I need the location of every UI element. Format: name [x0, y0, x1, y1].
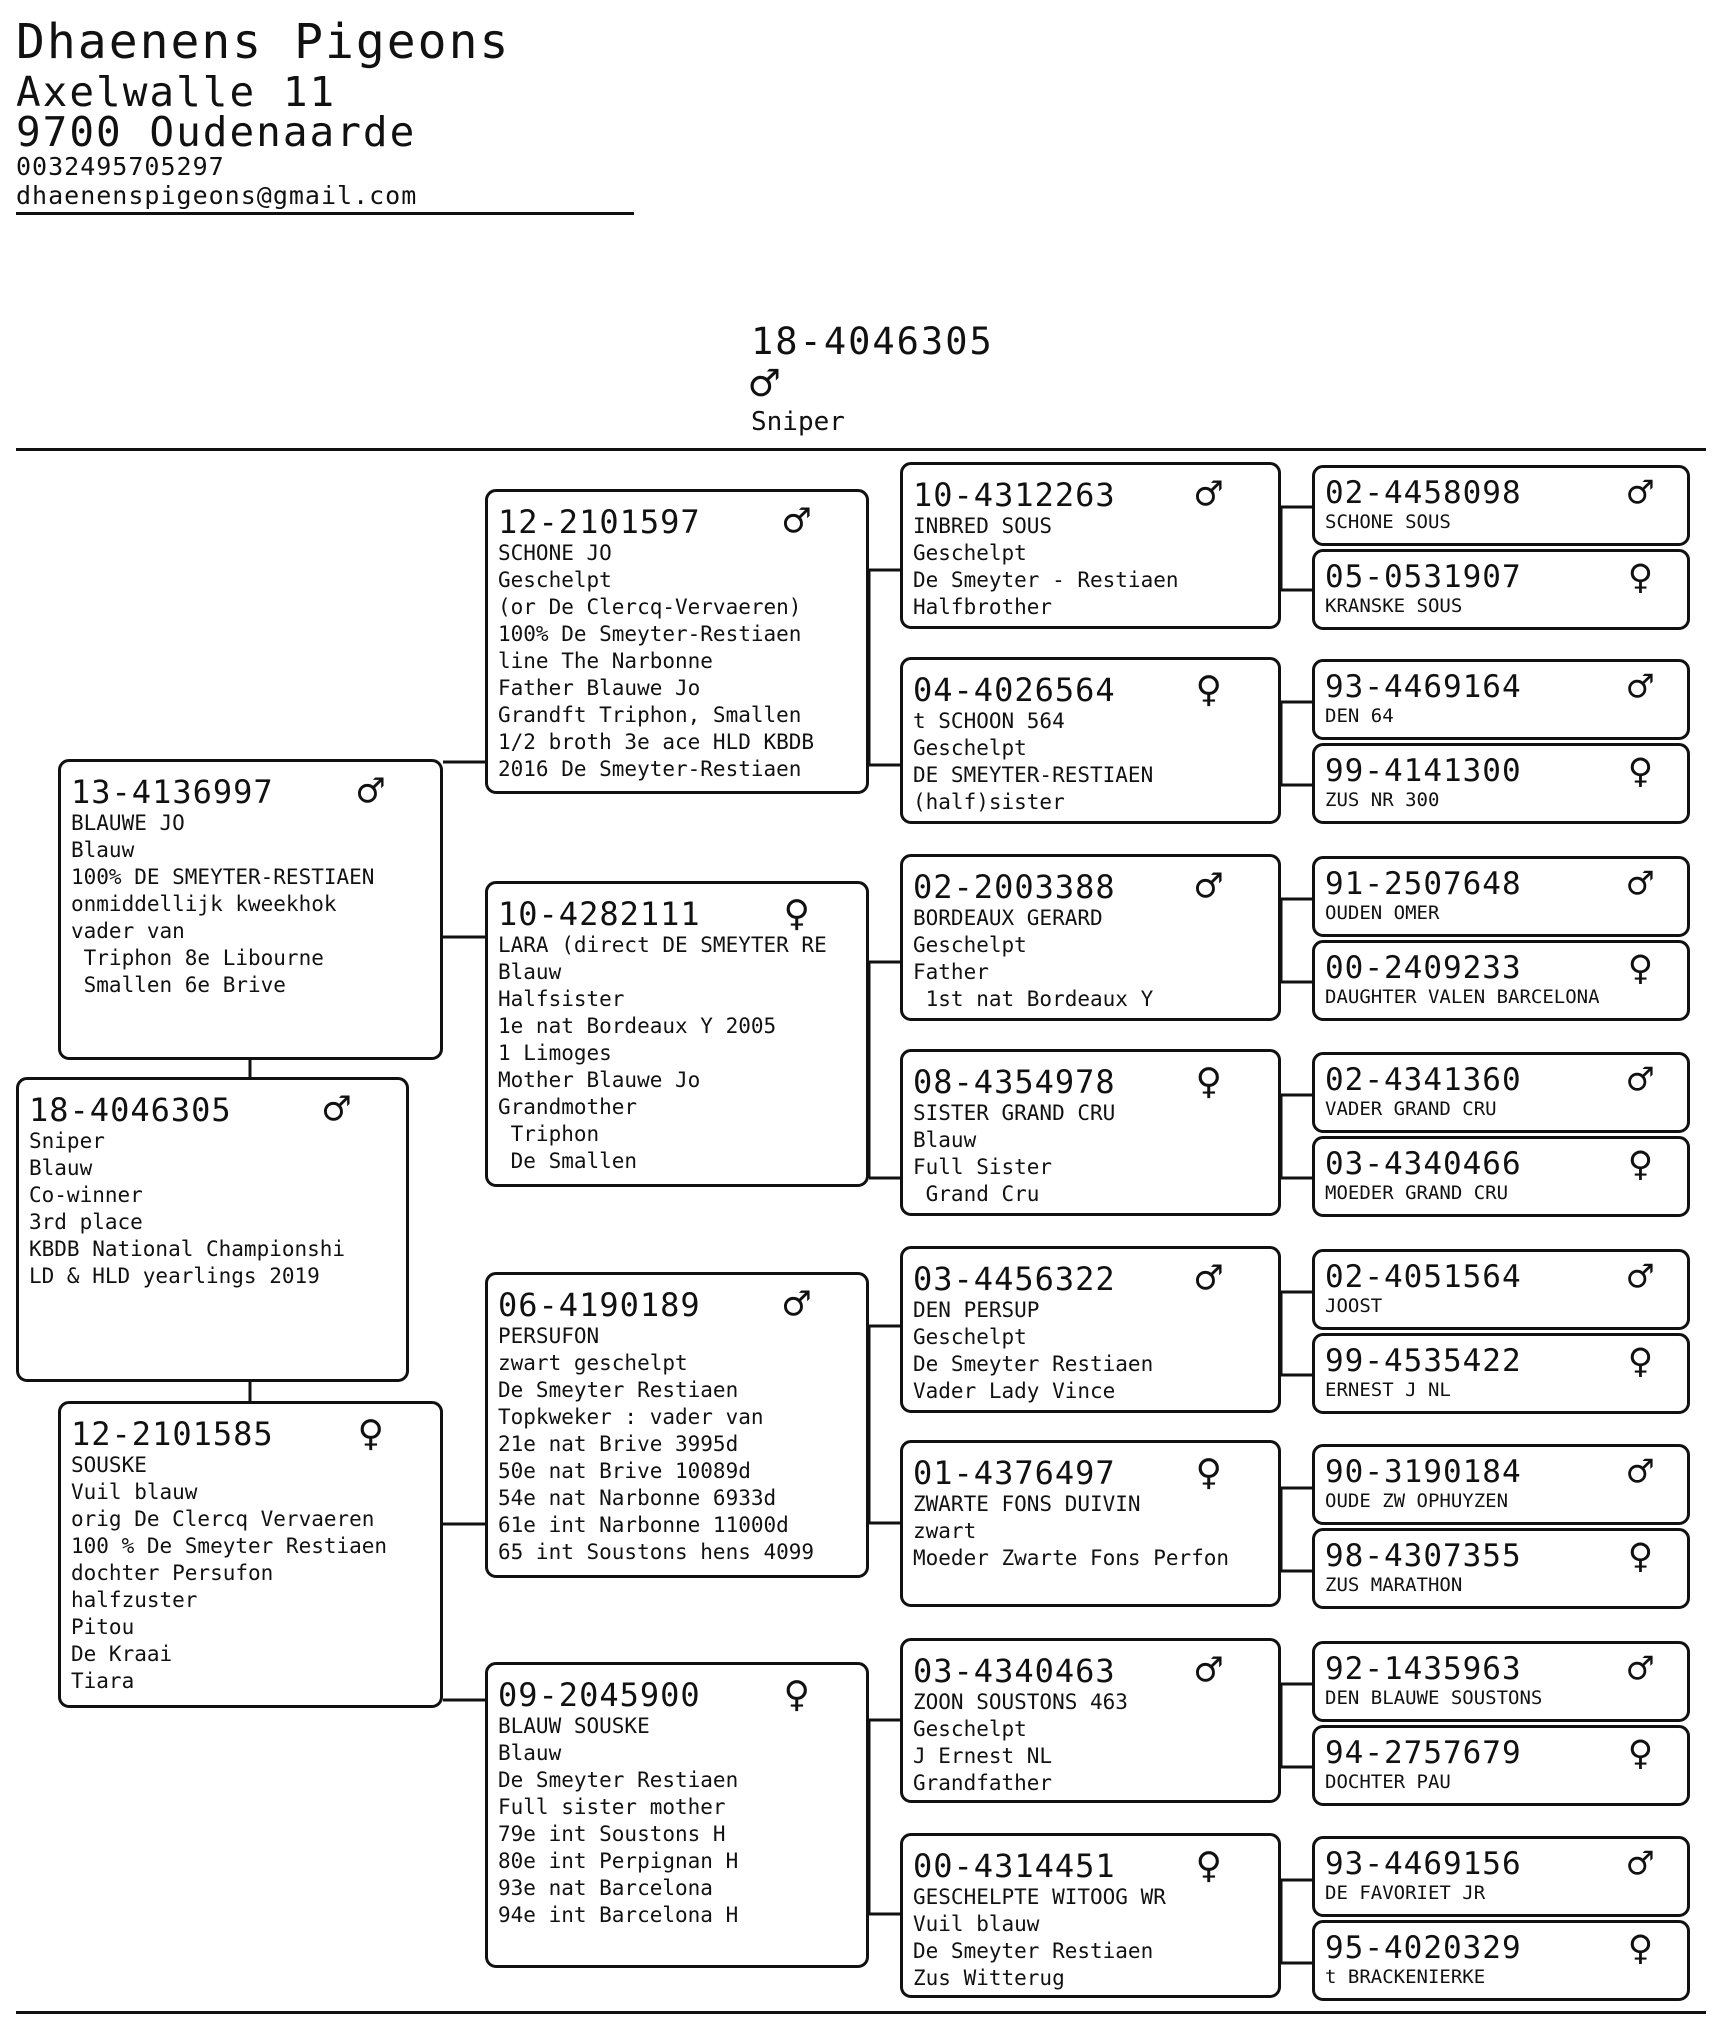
card-text-line: 1 Limoges	[498, 1041, 612, 1065]
pedigree-card-granddam-maternal[interactable]	[485, 1662, 869, 1968]
card-text-line: Moeder Zwarte Fons Perfon	[913, 1546, 1230, 1570]
male-symbol-icon: ♂	[1627, 662, 1653, 711]
card-text-line: Triphon 8e Libourne	[71, 946, 324, 970]
pedigree-card-grandsire-paternal[interactable]	[485, 489, 869, 794]
card-text-line: Sniper	[29, 1129, 105, 1153]
pedigree-card-ggp-5[interactable]	[900, 1246, 1281, 1413]
card-text-line: SISTER GRAND CRU	[913, 1101, 1116, 1125]
ring-number: 12-2101597	[498, 503, 701, 541]
card-text-line: (or De Clercq-Vervaeren)	[498, 595, 802, 619]
breeder-phone: 0032495705297	[16, 152, 225, 181]
card-text-line: De Kraai	[71, 1642, 173, 1666]
card-text-line: LD & HLD yearlings 2019	[29, 1264, 320, 1288]
card-text-line: DE SMEYTER-RESTIAEN	[913, 763, 1154, 787]
pedigree-card-granddam-paternal[interactable]	[485, 881, 869, 1187]
ring-number: 08-4354978	[913, 1063, 1116, 1101]
ring-number: 00-4314451	[913, 1847, 1116, 1885]
pedigree-card-gggp-3[interactable]	[1312, 659, 1690, 740]
card-text-line: halfzuster	[71, 1588, 198, 1612]
card-text-line: Mother Blauwe Jo	[498, 1068, 701, 1092]
card-text-line: DEN 64	[1325, 705, 1394, 727]
breeder-name: Dhaenens Pigeons	[16, 14, 511, 70]
pedigree-card-gggp-13[interactable]	[1312, 1641, 1690, 1722]
card-text-line: SOUSKE	[71, 1453, 147, 1477]
male-symbol-icon: ♂	[1627, 1055, 1653, 1104]
card-text-line: DE FAVORIET JR	[1325, 1882, 1486, 1904]
card-text-line: Blauw	[913, 1128, 977, 1152]
ring-number: 02-4458098	[1325, 475, 1522, 511]
pedigree-card-gggp-12[interactable]	[1312, 1528, 1690, 1609]
ring-number: 99-4535422	[1325, 1343, 1522, 1379]
pedigree-card-gggp-10[interactable]	[1312, 1333, 1690, 1414]
card-text-line: Geschelpt	[913, 1717, 1027, 1741]
male-symbol-icon: ♂	[1195, 1645, 1222, 1696]
card-text-line: Father	[913, 960, 989, 984]
card-text-line: 79e int Soustons H	[498, 1822, 726, 1846]
breeder-street: Axelwalle 11	[16, 68, 337, 116]
card-text-line: BLAUWE JO	[71, 811, 185, 835]
female-symbol-icon: ♀	[1195, 1447, 1222, 1498]
pedigree-card-gggp-5[interactable]	[1312, 856, 1690, 937]
pedigree-card-subject[interactable]	[16, 1077, 409, 1382]
card-text-line: Tiara	[71, 1669, 135, 1693]
ring-number: 98-4307355	[1325, 1538, 1522, 1574]
card-text-line: 2016 De Smeyter-Restiaen	[498, 757, 802, 781]
card-text-line: JOOST	[1325, 1295, 1383, 1317]
breeder-city: 9700 Oudenaarde	[16, 108, 417, 156]
card-text-line: Full Sister	[913, 1155, 1053, 1179]
pedigree-card-gggp-1[interactable]	[1312, 465, 1690, 546]
card-text-line: Triphon	[498, 1122, 600, 1146]
pedigree-card-ggp-3[interactable]	[900, 854, 1281, 1021]
female-symbol-icon: ♀	[1627, 943, 1653, 992]
male-symbol-icon: ♂	[783, 496, 810, 547]
female-symbol-icon: ♀	[1195, 1056, 1222, 1107]
pedigree-card-ggp-4[interactable]	[900, 1049, 1281, 1216]
pedigree-card-gggp-16[interactable]	[1312, 1920, 1690, 2001]
ring-number: 02-4341360	[1325, 1062, 1522, 1098]
female-symbol-icon: ♀	[1627, 552, 1653, 601]
card-text-line: SCHONE JO	[498, 541, 612, 565]
card-text-line: Co-winner	[29, 1183, 143, 1207]
male-symbol-icon: ♂	[1627, 859, 1653, 908]
ring-number: 13-4136997	[71, 773, 274, 811]
ring-number: 03-4340463	[913, 1652, 1116, 1690]
card-text-line: t BRACKENIERKE	[1325, 1966, 1486, 1988]
card-text-line: 1/2 broth 3e ace HLD KBDB	[498, 730, 815, 754]
ring-number: 00-2409233	[1325, 950, 1522, 986]
card-text-line: Blauw	[498, 960, 562, 984]
ring-number: 93-4469156	[1325, 1846, 1522, 1882]
card-text-line: Blauw	[71, 838, 135, 862]
card-text-line: ZUS MARATHON	[1325, 1574, 1463, 1596]
card-text-line: vader van	[71, 919, 185, 943]
card-text-line: OUDE ZW OPHUYZEN	[1325, 1490, 1509, 1512]
card-text-line: ZWARTE FONS DUIVIN	[913, 1492, 1141, 1516]
pedigree-card-gggp-11[interactable]	[1312, 1444, 1690, 1525]
female-symbol-icon: ♀	[783, 888, 810, 939]
card-text-line: Pitou	[71, 1615, 135, 1639]
card-text-line: MOEDER GRAND CRU	[1325, 1182, 1509, 1204]
subject-name: Sniper	[751, 407, 845, 437]
card-text-line: De Smeyter Restiaen	[913, 1352, 1154, 1376]
card-text-line: DOCHTER PAU	[1325, 1771, 1451, 1793]
card-text-line: Geschelpt	[913, 933, 1027, 957]
card-text-line: Geschelpt	[913, 541, 1027, 565]
card-text-line: De Smeyter - Restiaen	[913, 568, 1179, 592]
card-text-line: 21e nat Brive 3995d	[498, 1432, 739, 1456]
ring-number: 01-4376497	[913, 1454, 1116, 1492]
pedigree-card-gggp-2[interactable]	[1312, 549, 1690, 630]
ring-number: 02-4051564	[1325, 1259, 1522, 1295]
male-symbol-icon: ♂	[323, 1084, 350, 1135]
female-symbol-icon: ♀	[1627, 1139, 1653, 1188]
card-text-line: De Smeyter Restiaen	[498, 1378, 739, 1402]
card-text-line: BLAUW SOUSKE	[498, 1714, 650, 1738]
ring-number: 10-4282111	[498, 895, 701, 933]
female-symbol-icon: ♀	[1627, 1336, 1653, 1385]
card-text-line: 80e int Perpignan H	[498, 1849, 739, 1873]
card-text-line: ERNEST J NL	[1325, 1379, 1451, 1401]
pedigree-card-ggp-1[interactable]	[900, 462, 1281, 629]
card-text-line: Smallen 6e Brive	[71, 973, 286, 997]
ring-number: 91-2507648	[1325, 866, 1522, 902]
ring-number: 18-4046305	[29, 1091, 232, 1129]
card-text-line: De Smallen	[498, 1149, 638, 1173]
pedigree-card-gggp-9[interactable]	[1312, 1249, 1690, 1330]
card-text-line: ZOON SOUSTONS 463	[913, 1690, 1128, 1714]
female-symbol-icon: ♀	[1195, 664, 1222, 715]
female-symbol-icon: ♀	[1627, 1923, 1653, 1972]
card-text-line: Father Blauwe Jo	[498, 676, 701, 700]
card-text-line: De Smeyter Restiaen	[913, 1939, 1154, 1963]
card-text-line: t SCHOON 564	[913, 709, 1065, 733]
pedigree-card-gggp-7[interactable]	[1312, 1052, 1690, 1133]
male-symbol-icon: ♂	[1627, 1644, 1653, 1693]
female-symbol-icon: ♀	[783, 1669, 810, 1720]
card-text-line: INBRED SOUS	[913, 514, 1053, 538]
male-symbol-icon: ♂	[1195, 861, 1222, 912]
card-text-line: 1e nat Bordeaux Y 2005	[498, 1014, 777, 1038]
pedigree-card-dam[interactable]	[58, 1401, 443, 1708]
card-text-line: dochter Persufon	[71, 1561, 274, 1585]
card-text-line: J Ernest NL	[913, 1744, 1053, 1768]
male-symbol-icon: ♂	[1627, 1252, 1653, 1301]
female-symbol-icon: ♀	[1627, 1728, 1653, 1777]
card-text-line: zwart geschelpt	[498, 1351, 688, 1375]
male-symbol-icon: ♂	[783, 1279, 810, 1330]
top-divider	[16, 448, 1706, 451]
ring-number: 10-4312263	[913, 476, 1116, 514]
card-text-line: Grandft Triphon, Smallen	[498, 703, 802, 727]
pedigree-card-ggp-6[interactable]	[900, 1440, 1281, 1607]
card-text-line: LARA (direct DE SMEYTER RE	[498, 933, 827, 957]
card-text-line: Halfbrother	[913, 595, 1053, 619]
card-text-line: ZUS NR 300	[1325, 789, 1440, 811]
ring-number: 02-2003388	[913, 868, 1116, 906]
card-text-line: Full sister mother	[498, 1795, 726, 1819]
card-text-line: Blauw	[29, 1156, 93, 1180]
breeder-email: dhaenenspigeons@gmail.com	[16, 181, 418, 210]
female-symbol-icon: ♀	[1627, 1531, 1653, 1580]
card-text-line: orig De Clercq Vervaeren	[71, 1507, 375, 1531]
card-text-line: Grandmother	[498, 1095, 638, 1119]
header-divider	[16, 212, 634, 215]
male-symbol-icon: ♂	[1627, 1839, 1653, 1888]
card-text-line: 94e int Barcelona H	[498, 1903, 739, 1927]
pedigree-card-gggp-15[interactable]	[1312, 1836, 1690, 1917]
card-text-line: onmiddellijk kweekhok	[71, 892, 337, 916]
card-text-line: 100 % De Smeyter Restiaen	[71, 1534, 388, 1558]
male-symbol-icon: ♂	[357, 766, 384, 817]
card-text-line: 65 int Soustons hens 4099	[498, 1540, 815, 1564]
pedigree-card-gggp-4[interactable]	[1312, 743, 1690, 824]
female-symbol-icon: ♀	[1627, 746, 1653, 795]
female-symbol-icon: ♀	[1195, 1840, 1222, 1891]
card-text-line: De Smeyter Restiaen	[498, 1768, 739, 1792]
card-text-line: 100% DE SMEYTER-RESTIAEN	[71, 865, 375, 889]
male-symbol-icon: ♂	[1195, 469, 1222, 520]
bottom-divider	[16, 2011, 1706, 2014]
ring-number: 04-4026564	[913, 671, 1116, 709]
card-text-line: Geschelpt	[498, 568, 612, 592]
card-text-line: Geschelpt	[913, 1325, 1027, 1349]
card-text-line: OUDEN OMER	[1325, 902, 1440, 924]
card-text-line: 93e nat Barcelona	[498, 1876, 713, 1900]
card-text-line: 54e nat Narbonne 6933d	[498, 1486, 777, 1510]
card-text-line: Blauw	[498, 1741, 562, 1765]
pedigree-card-ggp-2[interactable]	[900, 657, 1281, 824]
ring-number: 09-2045900	[498, 1676, 701, 1714]
ring-number: 06-4190189	[498, 1286, 701, 1324]
subject-ring-number: 18-4046305	[751, 320, 994, 363]
card-text-line: 61e int Narbonne 11000d	[498, 1513, 789, 1537]
card-text-line: KRANSKE SOUS	[1325, 595, 1463, 617]
ring-number: 03-4340466	[1325, 1146, 1522, 1182]
male-symbol-icon: ♂	[750, 356, 779, 412]
card-text-line: Grand Cru	[913, 1182, 1040, 1206]
card-text-line: SCHONE SOUS	[1325, 511, 1451, 533]
card-text-line: GESCHELPTE WITOOG WR	[913, 1885, 1166, 1909]
pedigree-card-gggp-14[interactable]	[1312, 1725, 1690, 1806]
male-symbol-icon: ♂	[1195, 1253, 1222, 1304]
card-text-line: DEN BLAUWE SOUSTONS	[1325, 1687, 1543, 1709]
card-text-line: 50e nat Brive 10089d	[498, 1459, 751, 1483]
ring-number: 93-4469164	[1325, 669, 1522, 705]
ring-number: 95-4020329	[1325, 1930, 1522, 1966]
card-text-line: Vuil blauw	[913, 1912, 1040, 1936]
pedigree-card-gggp-8[interactable]	[1312, 1136, 1690, 1217]
card-text-line: Halfsister	[498, 987, 625, 1011]
male-symbol-icon: ♂	[1627, 468, 1653, 517]
card-text-line: Zus Witterug	[913, 1966, 1065, 1990]
pedigree-card-sire[interactable]	[58, 759, 443, 1060]
card-text-line: 3rd place	[29, 1210, 143, 1234]
card-text-line: Geschelpt	[913, 736, 1027, 760]
ring-number: 92-1435963	[1325, 1651, 1522, 1687]
pedigree-card-grandsire-maternal[interactable]	[485, 1272, 869, 1578]
card-text-line: DEN PERSUP	[913, 1298, 1040, 1322]
pedigree-card-ggp-8[interactable]	[900, 1833, 1281, 1998]
ring-number: 05-0531907	[1325, 559, 1522, 595]
card-text-line: (half)sister	[913, 790, 1065, 814]
ring-number: 99-4141300	[1325, 753, 1522, 789]
card-text-line: 100% De Smeyter-Restiaen	[498, 622, 802, 646]
card-text-line: Topkweker : vader van	[498, 1405, 764, 1429]
card-text-line: PERSUFON	[498, 1324, 600, 1348]
card-text-line: DAUGHTER VALEN BARCELONA	[1325, 986, 1600, 1008]
ring-number: 12-2101585	[71, 1415, 274, 1453]
male-symbol-icon: ♂	[1627, 1447, 1653, 1496]
ring-number: 03-4456322	[913, 1260, 1116, 1298]
card-text-line: Vuil blauw	[71, 1480, 198, 1504]
ring-number: 94-2757679	[1325, 1735, 1522, 1771]
card-text-line: VADER GRAND CRU	[1325, 1098, 1497, 1120]
pedigree-card-ggp-7[interactable]	[900, 1638, 1281, 1803]
card-text-line: BORDEAUX GERARD	[913, 906, 1103, 930]
card-text-line: KBDB National Championshi	[29, 1237, 346, 1261]
card-text-line: zwart	[913, 1519, 977, 1543]
card-text-line: 1st nat Bordeaux Y	[913, 987, 1154, 1011]
ring-number: 90-3190184	[1325, 1454, 1522, 1490]
female-symbol-icon: ♀	[357, 1408, 384, 1459]
card-text-line: Grandfather	[913, 1771, 1053, 1795]
card-text-line: Vader Lady Vince	[913, 1379, 1116, 1403]
card-text-line: line The Narbonne	[498, 649, 713, 673]
pedigree-card-gggp-6[interactable]	[1312, 940, 1690, 1021]
